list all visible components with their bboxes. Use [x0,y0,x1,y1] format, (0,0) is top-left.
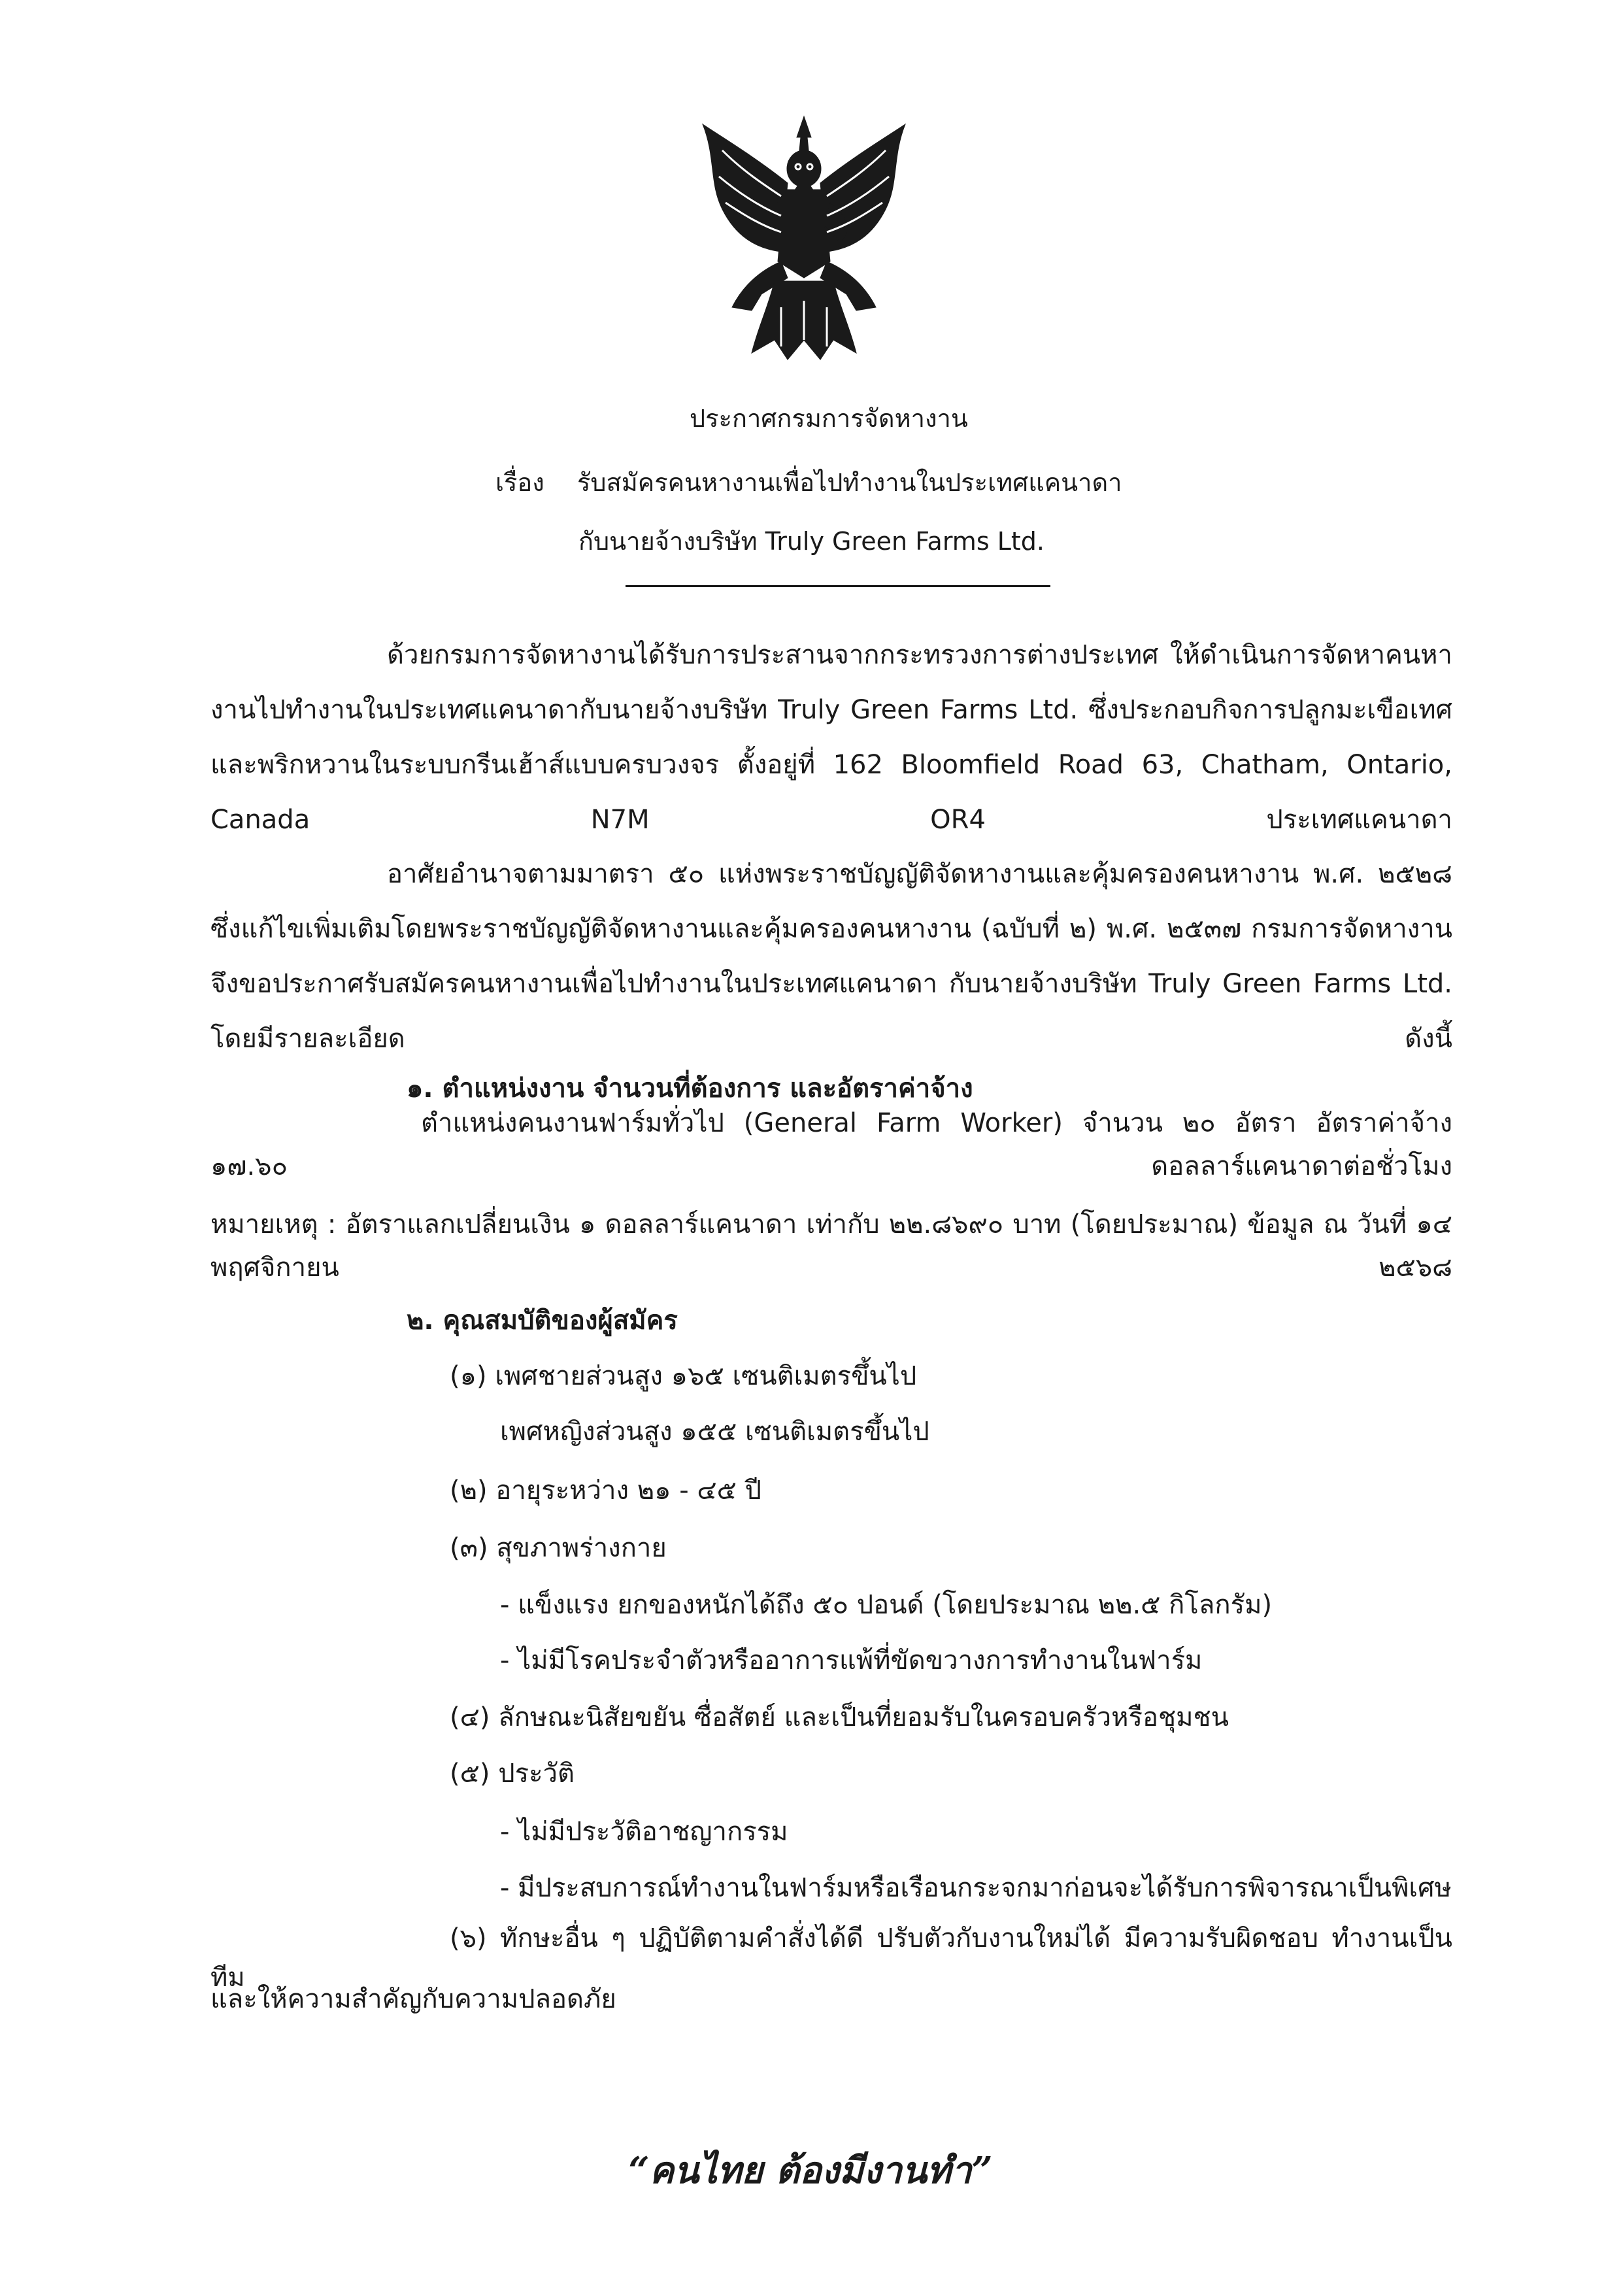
intro-paragraph-2: อาศัยอำนาจตามมาตรา ๕๐ แห่งพระราชบัญญัติจัดหางานและคุ้มครองคนหางาน พ.ศ. ๒๕๒๘ ซึ่งแก้ไขเพิ่มเติมโดยพระราชบัญญัติจัดหางานและคุ้มครองคนหางาน (ฉบับที่ ๒) พ.ศ. ๒๕๓๗ กรมการจัดหางานจึงขอประกาศรับสมัครคนหางานเพื่อไปทำงานในประเทศแคนาดา กับนายจ้างบริษัท Truly Green Farms Ltd. โดยมีรายละเอียด ดังนี้ [210,859,1452,1054]
subject-line-1: รับสมัครคนหางานเพื่อไปทำงานในประเทศแคนาดา [577,468,1122,497]
header-divider [626,585,1050,587]
footer-slogan: “คนไทย ต้องมีงานทำ” [628,2149,993,2192]
qualification-item: (๒) อายุระหว่าง ๒๑ - ๔๕ ปี [450,1476,761,1506]
qualification-item: เพศหญิงส่วนสูง ๑๕๕ เซนติเมตรขึ้นไป [500,1417,929,1447]
section-2-heading: ๒. คุณสมบัติของผู้สมัคร [407,1306,678,1336]
section-1-heading: ๑. ตำแหน่งงาน จำนวนที่ต้องการ และอัตราค่าจ้าง [407,1073,973,1104]
section-1-body: ตำแหน่งคนงานฟาร์มทั่วไป (General Farm Worker) จำนวน ๒๐ อัตรา อัตราค่าจ้าง ๑๗.๖๐ ดอลลาร์แคนาดาต่อชั่วโมง [210,1108,1452,1181]
qualification-item: (๔) ลักษณะนิสัยขยัน ซื่อสัตย์ และเป็นที่ยอมรับในครอบครัวหรือชุมชน [450,1702,1229,1732]
qualification-item: (๓) สุขภาพร่างกาย [450,1533,667,1563]
subject-line-2: กับนายจ้างบริษัท Truly Green Farms Ltd. [578,527,1044,556]
qualification-item: (๑) เพศชายส่วนสูง ๑๖๕ เซนติเมตรขึ้นไป [450,1361,917,1391]
qualification-item: - ไม่มีโรคประจำตัวหรืออาการแพ้ที่ขัดขวางการทำงานในฟาร์ม [500,1646,1203,1676]
garuda-emblem-icon [696,111,912,366]
qualification-item: - แข็งแรง ยกของหนักได้ถึง ๕๐ ปอนด์ (โดยประมาณ ๒๒.๕ กิโลกรัม) [500,1590,1273,1620]
section-1-note: หมายเหตุ : อัตราแลกเปลี่ยนเงิน ๑ ดอลลาร์แคนาดา เท่ากับ ๒๒.๘๖๙๐ บาท (โดยประมาณ) ข้อมูล ณ วันที่ ๑๔ พฤศจิกายน ๒๕๖๘ [210,1209,1452,1283]
qualification-item: (๕) ประวัติ [450,1759,575,1789]
qualification-item: และให้ความสำคัญกับความปลอดภัย [210,1984,616,2014]
qualification-item: (๖) ทักษะอื่น ๆ ปฏิบัติตามคำสั่งได้ดี ปรับตัวกับงานใหม่ได้ มีความรับผิดชอบ ทำงานเป็นทีม [210,1923,1452,1993]
subject-label: เรื่อง [495,468,544,497]
qualification-item: - ไม่มีประวัติอาชญากรรม [500,1817,788,1847]
qualification-item: - มีประสบการณ์ทำงานในฟาร์มหรือเรือนกระจกมาก่อนจะได้รับการพิจารณาเป็นพิเศษ [500,1873,1452,1903]
announcement-title: ประกาศกรมการจัดหางาน [690,404,968,433]
intro-paragraph-1: ด้วยกรมการจัดหางานได้รับการประสานจากกระทรวงการต่างประเทศ ให้ดำเนินการจัดหาคนหางานไปทำงานในประเทศแคนาดากับนายจ้างบริษัท Truly Green Farms Ltd. ซึ่งประกอบกิจการปลูกมะเขือเทศและพริกหวานในระบบกรีนเฮ้าส์แบบครบวงจร ตั้งอยู่ที่ 162 Bloomfield Road 63, Chatham, Ontario, Canada N7M OR4 ประเทศแคนาดา [210,640,1452,835]
